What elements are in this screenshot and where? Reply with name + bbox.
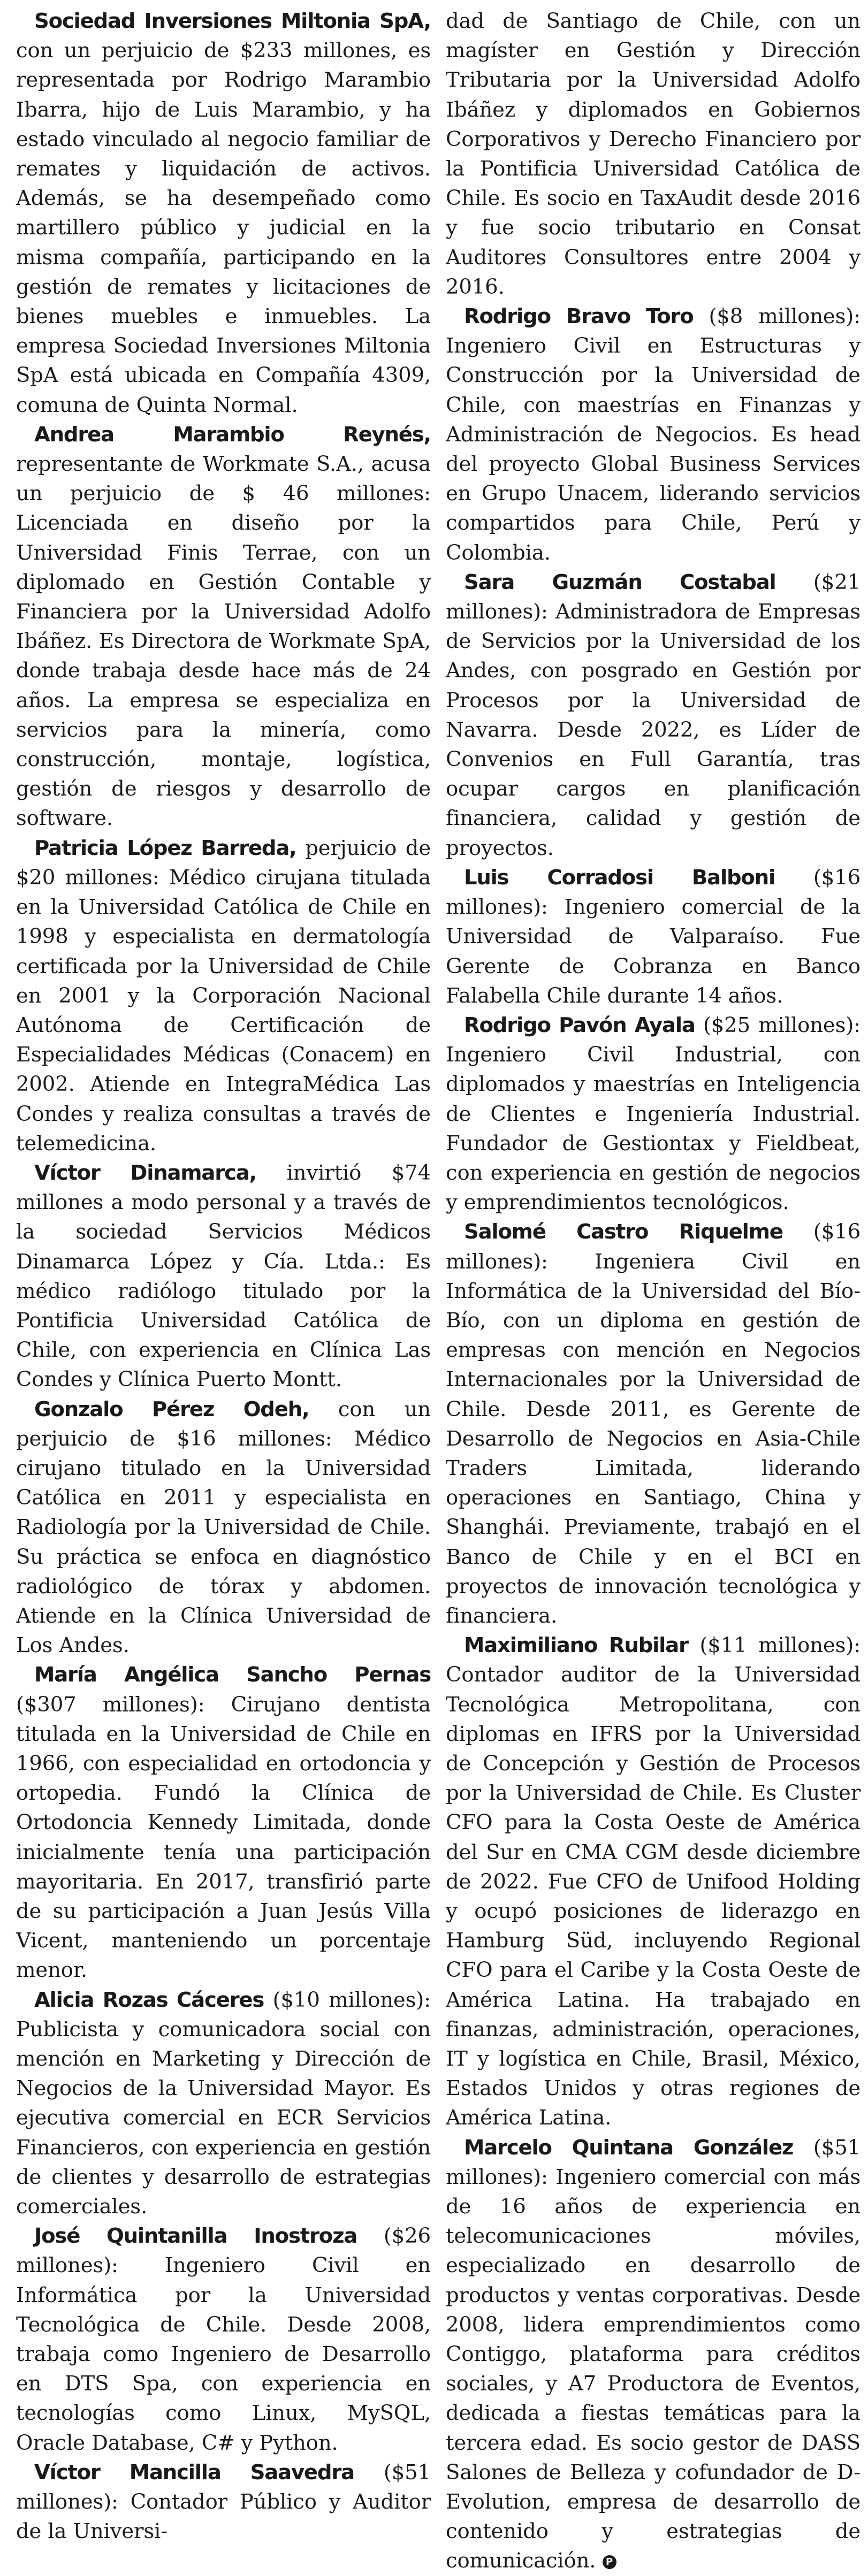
entry-name: Sociedad Inversiones Miltonia SpA, [34, 9, 431, 33]
entry-castro [446, 1217, 861, 1631]
entry-name: Salomé Castro Riquelme [464, 1220, 783, 1244]
entry-name: Víctor Dinamarca, [34, 1160, 256, 1185]
entry-text: ($16 millones): Ingeniera Civil en Informática de la Universidad del Bío-Bío, con un diploma en gestión de empresas con mención en Negocios Internacionales por la Universidad de Chile. Desde 2011, es Gerente de Desarrollo de Negocios en Asia-Chile Traders Limitada, liderando operaciones en Santiago, China y Shanghái. Previamente, trabajó en el Banco de Chile y en el BCI en proyectos de innovación tecnológica y financiera. [446, 1220, 861, 1628]
entry-name: Maximiliano Rubilar [464, 1633, 688, 1658]
column-left [16, 6, 431, 2544]
entry-text: ($21 millones): Administradora de Empresas de Servicios por la Universidad de los Andes, con posgrado en Gestión por Procesos por la Universidad de Navarra. Desde 2022, es Líder de Convenios en Full Garantía, tras ocupar cargos en planificación financiera, calidad y gestión de proyectos. [446, 570, 861, 860]
entry-rubilar [446, 1631, 861, 2132]
entry-text: ($25 millones): Ingeniero Civil Industrial, con diplomados y maestrías en Inteligencia de Clientes e Ingeniería Industrial. Fundador de Gestiontax y Fieldbeat, con experiencia en gestión de negocios y emprendimientos tecnológicos. [446, 1013, 861, 1215]
entry-text: invirtió $74 millones a modo personal y a través de la sociedad Servicios Médicos Dinamarca López y Cía. Ltda.: Es médico radiólogo titulado por la Pontificia Universidad Católica de Chile, con experiencia en Clínica Las Condes y Clínica Puerto Montt. [16, 1160, 431, 1392]
entry-bravo [446, 302, 861, 568]
entry-text: ($16 millones): Ingeniero comercial de la Universidad de Valparaíso. Fue Gerente de Cobranza en Banco Falabella Chile durante 14 años. [446, 865, 861, 1008]
entry-dinamarca [16, 1158, 431, 1395]
entry-text: con un perjuicio de $16 millones: Médico cirujano titulado en la Universidad Católica en 2011 y especialista en Radiología por la Universidad de Chile. Su práctica se enfoca en diagnóstico radiológico de tórax y abdomen. Atiende en la Clínica Universidad de Los Andes. [16, 1397, 431, 1658]
entry-name: María Angélica Sancho Pernas [34, 1663, 431, 1687]
entry-quintana [446, 2133, 861, 2576]
entry-corradosi [446, 863, 861, 1011]
entry-name: Marcelo Quintana González [464, 2135, 794, 2160]
entry-pavon [446, 1011, 861, 1217]
entry-sancho [16, 1660, 431, 1985]
entry-text: ($10 millones): Publicista y comunicadora social con mención en Marketing y Dirección de Negocios de la Universidad Mayor. Es ejecutiva comercial en ECR Servicios Financieros, con experiencia en gestión de clientes y desarrollo de estrategias comerciales. [16, 1988, 431, 2219]
entry-text: ($11 millones): Contador auditor de la Universidad Tecnológica Metropolitana, con diplomas en IFRS por la Universidad de Concepción y Gestión de Procesos por la Universidad de Chile. Es Cluster CFO para la Costa Oeste de América del Sur en CMA CGM desde diciembre de 2022. Fue CFO de Unifood Holding y ocupó posiciones de liderazgo en Hamburg Süd, incluyendo Regional CFO para el Caribe y la Costa Oeste de América Latina. Ha trabajado en finanzas, administración, operaciones, IT y logística en Chile, Brasil, México, Estados Unidos y otras regiones de América Latina. [446, 1633, 861, 2130]
entry-text: ($51 millones): Contador Público y Auditor de la Universi- [16, 2460, 431, 2544]
entry-name: Sara Guzmán Costabal [464, 570, 776, 594]
entry-name: Rodrigo Pavón Ayala [464, 1013, 695, 1037]
entry-text: perjuicio de $20 millones: Médico cirujana titulada en la Universidad Católica de Chile en 1998 y especialista en dermatología certificada por la Universidad de Chile en 2001 y la Corporación Nacional Autónoma de Certificación de Especialidades Médicas (Conacem) en 2002. Atiende en IntegraMédica Las Condes y realiza consultas a través de telemedicina. [16, 836, 431, 1156]
entry-name: Alicia Rozas Cáceres [34, 1988, 264, 2012]
entry-text: ($26 millones): Ingeniero Civil en Informática por la Universidad Tecnológica de Chile. Desde 2008, trabaja como Ingeniero de Desarrollo en DTS Spa, con experiencia en tecnologías como Linux, MySQL, Oracle Database, C# y Python. [16, 2224, 431, 2455]
entry-text: representante de Workmate S.A., acusa un perjuicio de $ 46 millones: Licenciada en diseño por la Universidad Finis Terrae, con un diplomado en Gestión Contable y Financiera por la Universidad Adolfo Ibáñez. Es Directora de Workmate SpA, donde trabaja desde hace más de 24 años. La empresa se especializa en servicios para la minería, como construcción, montaje, logística, gestión de riesgos y desarrollo de software. [16, 452, 431, 831]
entry-miltonia [16, 6, 431, 420]
entry-name: Patricia López Barreda, [34, 836, 296, 860]
entry-quintanilla [16, 2221, 431, 2458]
entry-name: Andrea Marambio Reynés, [34, 422, 431, 447]
entry-name: Luis Corradosi Balboni [464, 865, 775, 890]
entry-mancilla-continued [446, 6, 861, 302]
entry-perez [16, 1395, 431, 1661]
entry-name: Rodrigo Bravo Toro [464, 304, 694, 329]
entry-lopez [16, 834, 431, 1158]
entry-text: ($8 millones): Ingeniero Civil en Estructuras y Construcción por la Universidad de Chile, con maestrías en Finanzas y Administración de Negocios. Es head del proyecto Global Business Services en Grupo Unacem, liderando servicios compartidos para Chile, Perú y Colombia. [446, 304, 861, 565]
entry-name: Gonzalo Pérez Odeh, [34, 1397, 309, 1421]
entry-text: con un perjuicio de $233 millones, es representada por Rodrigo Marambio Ibarra, hijo de Luis Marambio, y ha estado vinculado al negocio familiar de remates y liquidación de activos. Además, se ha desempeñado como martillero público y judicial en la misma compañía, participando en la gestión de remates y licitaciones de bienes muebles e inmuebles. La empresa Sociedad Inversiones Miltonia SpA está ubicada en Compañía 4309, comuna de Quinta Normal. [16, 39, 431, 417]
entry-marambio [16, 420, 431, 834]
entry-name: Víctor Mancilla Saavedra [34, 2460, 354, 2485]
entry-text: ($307 millones): Cirujano dentista titulada en la Universidad de Chile en 1966, con especialidad en ortodoncia y ortopedia. Fundó la Clínica de Ortodoncia Kennedy Limitada, donde inicialmente tenía una participación mayoritaria. En 2017, transfirió parte de su participación a Juan Jesús Villa Vicent, manteniendo un porcentaje menor. [16, 1692, 431, 1983]
entry-text: dad de Santiago de Chile, con un magíster en Gestión y Dirección Tributaria por la Universidad Adolfo Ibáñez y diplomados en Gobiernos Corporativos y Derecho Financiero por la Pontificia Universidad Católica de Chile. Es socio en TaxAudit desde 2016 y fue socio tributario en Consat Auditores Consultores entre 2004 y 2016. [446, 9, 861, 299]
end-mark-icon: P [603, 2555, 616, 2569]
entry-guzman [446, 568, 861, 863]
column-right [446, 6, 861, 2573]
entry-rozas [16, 1985, 431, 2222]
entry-text: ($51 millones): Ingeniero comercial con más de 16 años de experiencia en telecomunicaciones móviles, especializado en desarrollo de productos y ventas corporativas. Desde 2008, lidera emprendimientos como Contiggo, plataforma para créditos sociales, y A7 Productora de Eventos, dedicada a fiestas temáticas para la tercera edad. Es socio gestor de DASS Salones de Belleza y cofundador de D-Evolution, empresa de desarrollo de contenido y estrategias de comunicación. [446, 2135, 861, 2573]
entry-name: José Quintanilla Inostroza [34, 2224, 357, 2249]
entry-mancilla [16, 2458, 431, 2547]
